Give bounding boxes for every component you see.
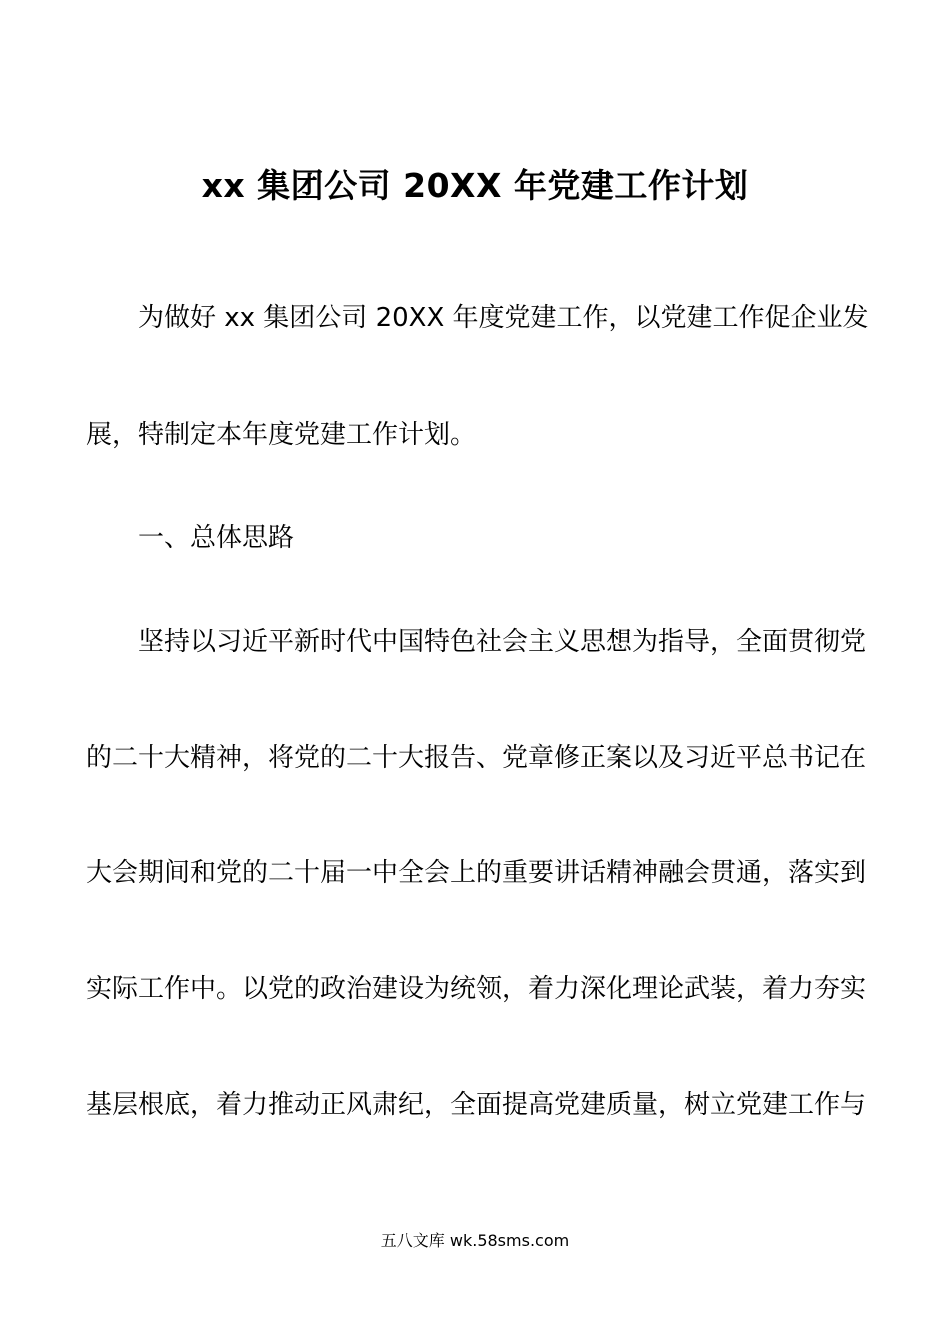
paragraph-line: 展，特制定本年度党建工作计划。 — [86, 420, 477, 450]
document-title: xx 集团公司 20XX 年党建工作计划 — [201, 166, 749, 205]
section-heading: 一、总体思路 — [138, 523, 295, 553]
paragraph-line: 大会期间和党的二十届一中全会上的重要讲话精神融会贯通，落实到 — [86, 858, 867, 888]
footer-watermark-text: 五八文库 wk.58sms.com — [380, 1231, 570, 1250]
paragraph-line: 的二十大精神，将党的二十大报告、党章修正案以及习近平总书记在 — [86, 743, 867, 773]
paragraph-line: 坚持以习近平新时代中国特色社会主义思想为指导，全面贯彻党 — [138, 627, 867, 657]
paragraph-line: 为做好 xx 集团公司 20XX 年度党建工作，以党建工作促企业发 — [138, 303, 869, 333]
paragraph-line: 实际工作中。以党的政治建设为统领，着力深化理论武装，着力夯实 — [86, 974, 867, 1004]
paragraph-line: 基层根底，着力推动正风肃纪，全面提高党建质量，树立党建工作与 — [86, 1090, 867, 1120]
